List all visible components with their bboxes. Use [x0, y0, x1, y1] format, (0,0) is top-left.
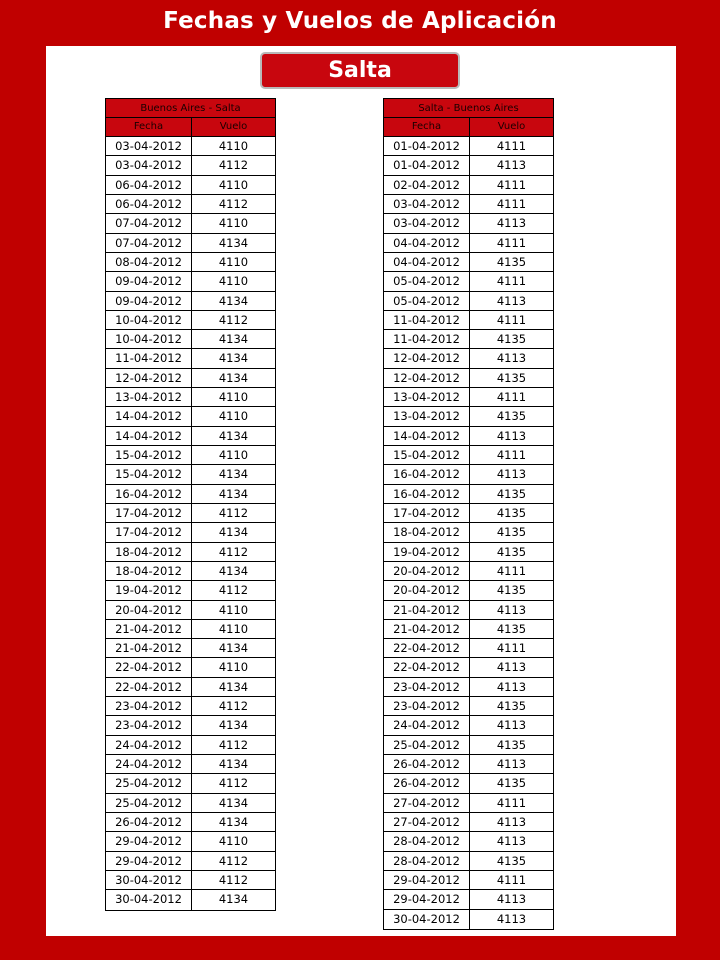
table-row — [106, 813, 275, 832]
table-row — [384, 214, 553, 233]
table-row — [384, 852, 553, 871]
cell-fecha: 07-04-2012 — [106, 234, 192, 252]
table-row — [384, 485, 553, 504]
cell-fecha: 16-04-2012 — [106, 485, 192, 503]
cell-fecha: 12-04-2012 — [384, 349, 470, 367]
cell-vuelo: 4111 — [496, 563, 527, 578]
cell-fecha: 24-04-2012 — [384, 716, 470, 734]
table-row — [384, 388, 553, 407]
table-row — [384, 774, 553, 793]
table-row — [384, 716, 553, 735]
cell-vuelo: 4113 — [496, 911, 527, 926]
cell-fecha: 26-04-2012 — [106, 813, 192, 831]
cell-vuelo: 4112 — [218, 196, 249, 211]
cell-fecha: 25-04-2012 — [384, 736, 470, 754]
cell-vuelo: 4134 — [218, 370, 249, 385]
cell-vuelo: 4134 — [218, 332, 249, 347]
cell-vuelo: 4111 — [496, 196, 527, 211]
table-row — [384, 427, 553, 446]
table-row — [384, 871, 553, 890]
cell-vuelo: 4113 — [496, 293, 527, 308]
cell-vuelo: 4134 — [218, 235, 249, 250]
cell-fecha: 15-04-2012 — [106, 465, 192, 483]
cell-fecha: 20-04-2012 — [106, 601, 192, 619]
cell-vuelo: 4111 — [496, 795, 527, 810]
route-title: Buenos Aires - Salta — [106, 99, 275, 118]
cell-fecha: 24-04-2012 — [106, 736, 192, 754]
cell-fecha: 06-04-2012 — [106, 195, 192, 213]
table-row — [106, 562, 275, 581]
cell-fecha: 22-04-2012 — [384, 658, 470, 676]
table-row — [384, 601, 553, 620]
cell-vuelo: 4134 — [218, 718, 249, 733]
cell-vuelo: 4110 — [218, 621, 249, 636]
cell-fecha: 29-04-2012 — [384, 871, 470, 889]
cell-vuelo: 4135 — [496, 737, 527, 752]
cell-vuelo: 4134 — [218, 525, 249, 540]
table-row — [106, 195, 275, 214]
cell-vuelo: 4135 — [496, 853, 527, 868]
cell-vuelo: 4113 — [496, 892, 527, 907]
cell-fecha: 11-04-2012 — [384, 311, 470, 329]
cell-fecha: 17-04-2012 — [106, 504, 192, 522]
table-row — [384, 176, 553, 195]
table-row — [384, 137, 553, 156]
table-row — [106, 639, 275, 658]
cell-vuelo: 4112 — [218, 544, 249, 559]
table-row — [384, 890, 553, 909]
cell-fecha: 07-04-2012 — [106, 214, 192, 232]
cell-vuelo: 4135 — [496, 370, 527, 385]
table-row — [106, 485, 275, 504]
cell-fecha: 26-04-2012 — [384, 774, 470, 792]
cell-fecha: 15-04-2012 — [106, 446, 192, 464]
cell-fecha: 12-04-2012 — [106, 369, 192, 387]
table-row — [384, 272, 553, 291]
cell-fecha: 05-04-2012 — [384, 292, 470, 310]
cell-fecha: 29-04-2012 — [384, 890, 470, 908]
cell-fecha: 18-04-2012 — [384, 523, 470, 541]
table-row — [384, 349, 553, 368]
cell-vuelo: 4135 — [496, 486, 527, 501]
table-row — [106, 349, 275, 368]
cell-vuelo: 4111 — [496, 235, 527, 250]
column-headers — [384, 118, 553, 137]
cell-vuelo: 4110 — [218, 834, 249, 849]
cell-fecha: 20-04-2012 — [384, 581, 470, 599]
cell-vuelo: 4113 — [496, 428, 527, 443]
cell-vuelo: 4113 — [496, 660, 527, 675]
table-row — [106, 427, 275, 446]
table-row — [384, 832, 553, 851]
table-row — [106, 369, 275, 388]
cell-vuelo: 4135 — [496, 776, 527, 791]
cell-fecha: 02-04-2012 — [384, 176, 470, 194]
cell-fecha: 13-04-2012 — [384, 388, 470, 406]
cell-fecha: 30-04-2012 — [384, 910, 470, 929]
table-row — [384, 620, 553, 639]
table-row — [384, 446, 553, 465]
cell-fecha: 14-04-2012 — [384, 427, 470, 445]
table-row — [384, 523, 553, 542]
cell-fecha: 15-04-2012 — [384, 446, 470, 464]
table-row — [384, 736, 553, 755]
cell-vuelo: 4112 — [218, 583, 249, 598]
cell-fecha: 29-04-2012 — [106, 832, 192, 850]
cell-vuelo: 4111 — [496, 641, 527, 656]
table-row — [106, 852, 275, 871]
table-row — [384, 562, 553, 581]
cell-vuelo: 4111 — [496, 448, 527, 462]
table-row — [106, 176, 275, 195]
cell-fecha: 23-04-2012 — [106, 697, 192, 715]
cell-vuelo: 4134 — [218, 757, 249, 771]
cell-fecha: 06-04-2012 — [106, 176, 192, 194]
table-row — [384, 330, 553, 349]
cell-vuelo: 4111 — [496, 139, 527, 153]
cell-fecha: 23-04-2012 — [106, 716, 192, 734]
cell-vuelo: 4111 — [496, 872, 527, 887]
cell-vuelo: 4135 — [496, 505, 527, 520]
cell-vuelo: 4113 — [496, 814, 527, 829]
cell-vuelo: 4134 — [218, 351, 249, 366]
cell-vuelo: 4135 — [496, 621, 527, 636]
cell-fecha: 27-04-2012 — [384, 794, 470, 812]
cell-fecha: 04-04-2012 — [384, 253, 470, 271]
cell-vuelo: 4110 — [218, 139, 249, 153]
cell-fecha: 10-04-2012 — [106, 311, 192, 329]
cell-vuelo: 4110 — [218, 216, 249, 231]
header-vuelo: Vuelo — [219, 121, 248, 132]
table-row — [384, 311, 553, 330]
cell-fecha: 17-04-2012 — [384, 504, 470, 522]
cell-vuelo: 4110 — [218, 390, 249, 405]
cell-fecha: 03-04-2012 — [106, 156, 192, 174]
table-row — [384, 910, 553, 929]
cell-vuelo: 4134 — [218, 486, 249, 501]
cell-fecha: 25-04-2012 — [106, 774, 192, 792]
cell-fecha: 08-04-2012 — [106, 253, 192, 271]
table-rows — [384, 137, 553, 929]
table-row — [384, 543, 553, 562]
table-row — [384, 813, 553, 832]
cell-vuelo: 4112 — [218, 158, 249, 173]
cell-vuelo: 4134 — [218, 892, 249, 907]
cell-fecha: 27-04-2012 — [384, 813, 470, 831]
cell-vuelo: 4134 — [218, 814, 249, 829]
table-row — [106, 736, 275, 755]
cell-vuelo: 4113 — [496, 602, 527, 617]
table-row — [106, 620, 275, 639]
cell-vuelo: 4113 — [496, 834, 527, 849]
table-row — [384, 253, 553, 272]
cell-vuelo: 4113 — [496, 679, 527, 694]
cell-fecha: 19-04-2012 — [384, 543, 470, 561]
column-headers — [106, 118, 275, 137]
cell-fecha: 17-04-2012 — [106, 523, 192, 541]
cell-fecha: 22-04-2012 — [106, 678, 192, 696]
cell-vuelo: 4110 — [218, 254, 249, 269]
table-row — [106, 388, 275, 407]
cell-fecha: 10-04-2012 — [106, 330, 192, 348]
cell-vuelo: 4110 — [218, 660, 249, 675]
table-row — [106, 214, 275, 233]
cell-fecha: 29-04-2012 — [106, 852, 192, 870]
cell-fecha: 18-04-2012 — [106, 562, 192, 580]
cell-fecha: 11-04-2012 — [384, 330, 470, 348]
city-badge: Salta — [260, 52, 460, 89]
cell-fecha: 24-04-2012 — [106, 755, 192, 773]
table-row — [106, 137, 275, 156]
table-row — [106, 311, 275, 330]
cell-fecha: 28-04-2012 — [384, 832, 470, 850]
table-row — [106, 504, 275, 523]
cell-fecha: 14-04-2012 — [106, 407, 192, 425]
table-row — [384, 697, 553, 716]
cell-fecha: 09-04-2012 — [106, 292, 192, 310]
cell-vuelo: 4113 — [496, 351, 527, 366]
cell-vuelo: 4113 — [496, 158, 527, 173]
table-row — [106, 697, 275, 716]
cell-vuelo: 4112 — [218, 505, 249, 520]
table-row — [106, 330, 275, 349]
table-row — [106, 234, 275, 253]
schedule-table-outbound — [105, 98, 276, 911]
table-row — [384, 678, 553, 697]
cell-fecha: 25-04-2012 — [106, 794, 192, 812]
cell-vuelo: 4110 — [218, 448, 249, 462]
cell-fecha: 03-04-2012 — [384, 214, 470, 232]
table-row — [106, 446, 275, 465]
cell-vuelo: 4111 — [496, 312, 527, 327]
cell-vuelo: 4134 — [218, 641, 249, 656]
cell-fecha: 19-04-2012 — [106, 581, 192, 599]
table-row — [106, 658, 275, 677]
table-row — [384, 639, 553, 658]
cell-vuelo: 4134 — [218, 795, 249, 810]
cell-fecha: 13-04-2012 — [384, 407, 470, 425]
table-row — [106, 755, 275, 774]
table-rows — [106, 137, 275, 910]
cell-fecha: 13-04-2012 — [106, 388, 192, 406]
table-row — [106, 253, 275, 272]
cell-vuelo: 4134 — [218, 679, 249, 694]
table-row — [384, 234, 553, 253]
cell-vuelo: 4113 — [496, 216, 527, 231]
cell-vuelo: 4111 — [496, 274, 527, 289]
cell-fecha: 23-04-2012 — [384, 678, 470, 696]
table-row — [106, 794, 275, 813]
cell-vuelo: 4112 — [218, 699, 249, 714]
cell-vuelo: 4112 — [218, 776, 249, 791]
cell-vuelo: 4135 — [496, 699, 527, 714]
cell-fecha: 22-04-2012 — [106, 658, 192, 676]
table-row — [106, 407, 275, 426]
cell-fecha: 14-04-2012 — [106, 427, 192, 445]
cell-fecha: 04-04-2012 — [384, 234, 470, 252]
cell-vuelo: 4112 — [218, 737, 249, 752]
cell-vuelo: 4135 — [496, 409, 527, 424]
cell-fecha: 11-04-2012 — [106, 349, 192, 367]
cell-fecha: 28-04-2012 — [384, 852, 470, 870]
cell-fecha: 18-04-2012 — [106, 543, 192, 561]
cell-vuelo: 4134 — [218, 563, 249, 578]
table-row — [384, 407, 553, 426]
table-row — [384, 504, 553, 523]
table-row — [106, 774, 275, 793]
header-fecha: Fecha — [106, 118, 192, 136]
cell-fecha: 22-04-2012 — [384, 639, 470, 657]
header-fecha: Fecha — [384, 118, 470, 136]
cell-fecha: 21-04-2012 — [384, 601, 470, 619]
table-row — [384, 755, 553, 774]
cell-fecha: 01-04-2012 — [384, 156, 470, 174]
cell-vuelo: 4135 — [496, 544, 527, 559]
cell-vuelo: 4113 — [496, 757, 527, 771]
table-row — [384, 292, 553, 311]
cell-vuelo: 4110 — [218, 602, 249, 617]
table-row — [106, 890, 275, 909]
table-row — [384, 581, 553, 600]
cell-vuelo: 4111 — [496, 177, 527, 192]
table-row — [106, 871, 275, 890]
cell-vuelo: 4110 — [218, 274, 249, 289]
cell-fecha: 16-04-2012 — [384, 485, 470, 503]
table-row — [384, 794, 553, 813]
cell-fecha: 20-04-2012 — [384, 562, 470, 580]
table-row — [384, 156, 553, 175]
cell-fecha: 03-04-2012 — [106, 137, 192, 155]
cell-vuelo: 4135 — [496, 254, 527, 269]
schedule-table-return — [383, 98, 554, 930]
table-row — [106, 716, 275, 735]
cell-vuelo: 4110 — [218, 177, 249, 192]
route-title: Salta - Buenos Aires — [384, 99, 553, 118]
cell-vuelo: 4112 — [218, 312, 249, 327]
cell-vuelo: 4111 — [496, 390, 527, 405]
table-row — [106, 832, 275, 851]
table-row — [384, 195, 553, 214]
cell-fecha: 09-04-2012 — [106, 272, 192, 290]
cell-vuelo: 4135 — [496, 525, 527, 540]
cell-fecha: 16-04-2012 — [384, 465, 470, 483]
table-row — [384, 658, 553, 677]
cell-vuelo: 4112 — [218, 872, 249, 887]
table-row — [106, 523, 275, 542]
cell-vuelo: 4134 — [218, 467, 249, 482]
cell-fecha: 21-04-2012 — [384, 620, 470, 638]
cell-vuelo: 4110 — [218, 409, 249, 424]
cell-fecha: 30-04-2012 — [106, 890, 192, 909]
table-row — [106, 465, 275, 484]
table-row — [384, 369, 553, 388]
table-row — [106, 678, 275, 697]
cell-vuelo: 4135 — [496, 332, 527, 347]
table-row — [106, 272, 275, 291]
cell-vuelo: 4113 — [496, 467, 527, 482]
cell-fecha: 21-04-2012 — [106, 639, 192, 657]
cell-fecha: 01-04-2012 — [384, 137, 470, 155]
cell-vuelo: 4134 — [218, 293, 249, 308]
cell-vuelo: 4135 — [496, 583, 527, 598]
cell-fecha: 03-04-2012 — [384, 195, 470, 213]
cell-fecha: 30-04-2012 — [106, 871, 192, 889]
table-row — [106, 156, 275, 175]
cell-fecha: 26-04-2012 — [384, 755, 470, 773]
table-row — [106, 601, 275, 620]
cell-fecha: 21-04-2012 — [106, 620, 192, 638]
table-row — [106, 543, 275, 562]
cell-fecha: 12-04-2012 — [384, 369, 470, 387]
header-vuelo: Vuelo — [497, 121, 526, 132]
page-title: Fechas y Vuelos de Aplicación — [163, 8, 557, 34]
cell-fecha: 23-04-2012 — [384, 697, 470, 715]
cell-fecha: 05-04-2012 — [384, 272, 470, 290]
cell-vuelo: 4112 — [218, 853, 249, 868]
cell-vuelo: 4113 — [496, 718, 527, 733]
table-row — [384, 465, 553, 484]
table-row — [106, 581, 275, 600]
cell-vuelo: 4134 — [218, 428, 249, 443]
table-row — [106, 292, 275, 311]
